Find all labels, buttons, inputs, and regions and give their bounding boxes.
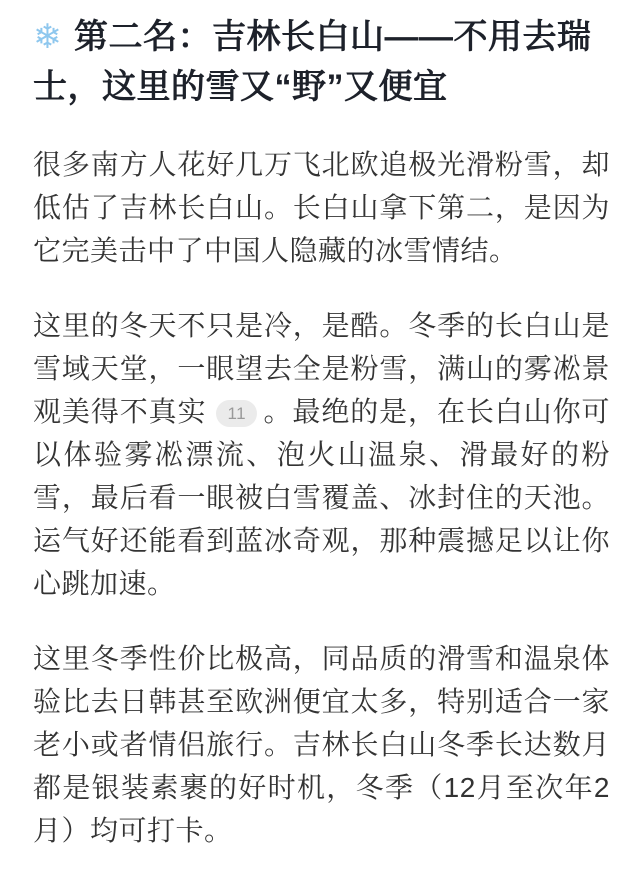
paragraph-intro xyxy=(33,143,610,272)
paragraph-experience xyxy=(33,304,610,605)
citation-badge[interactable]: 11 xyxy=(216,400,257,427)
article-title xyxy=(33,12,610,112)
paragraph-experience-text-after-citation: 。最绝的是，在长白山你可以体验雾凇漂流、泡火山温泉、滑最好的粉雪，最后看一眼被白雪覆盖、冰封住的天池。运气好还能看到蓝冰奇观，那种震撼足以让你心跳加速。 xyxy=(33,396,610,599)
paragraph-experience-text-before-citation: 这里的冬天不只是冷，是酷。冬季的长白山是雪域天堂，一眼望去全是粉雪，满山的雾凇景观美得不真实 xyxy=(33,310,610,427)
paragraph-value xyxy=(33,637,610,852)
paragraph-value-text: 这里冬季性价比极高，同品质的滑雪和温泉体验比去日韩甚至欧洲便宜太多，特别适合一家老小或者情侣旅行。吉林长白山冬季长达数月都是银装素裹的好时机，冬季（12月至次年2月）均可打卡。 xyxy=(33,643,610,846)
snowflake-icon: ❄ xyxy=(33,18,62,56)
article-title-text: 第二名：吉林长白山——不用去瑞士，这里的雪又“野”又便宜 xyxy=(33,18,592,106)
paragraph-intro-text: 很多南方人花好几万飞北欧追极光滑粉雪，却低估了吉林长白山。长白山拿下第二，是因为它完美击中了中国人隐藏的冰雪情结。 xyxy=(33,149,610,266)
